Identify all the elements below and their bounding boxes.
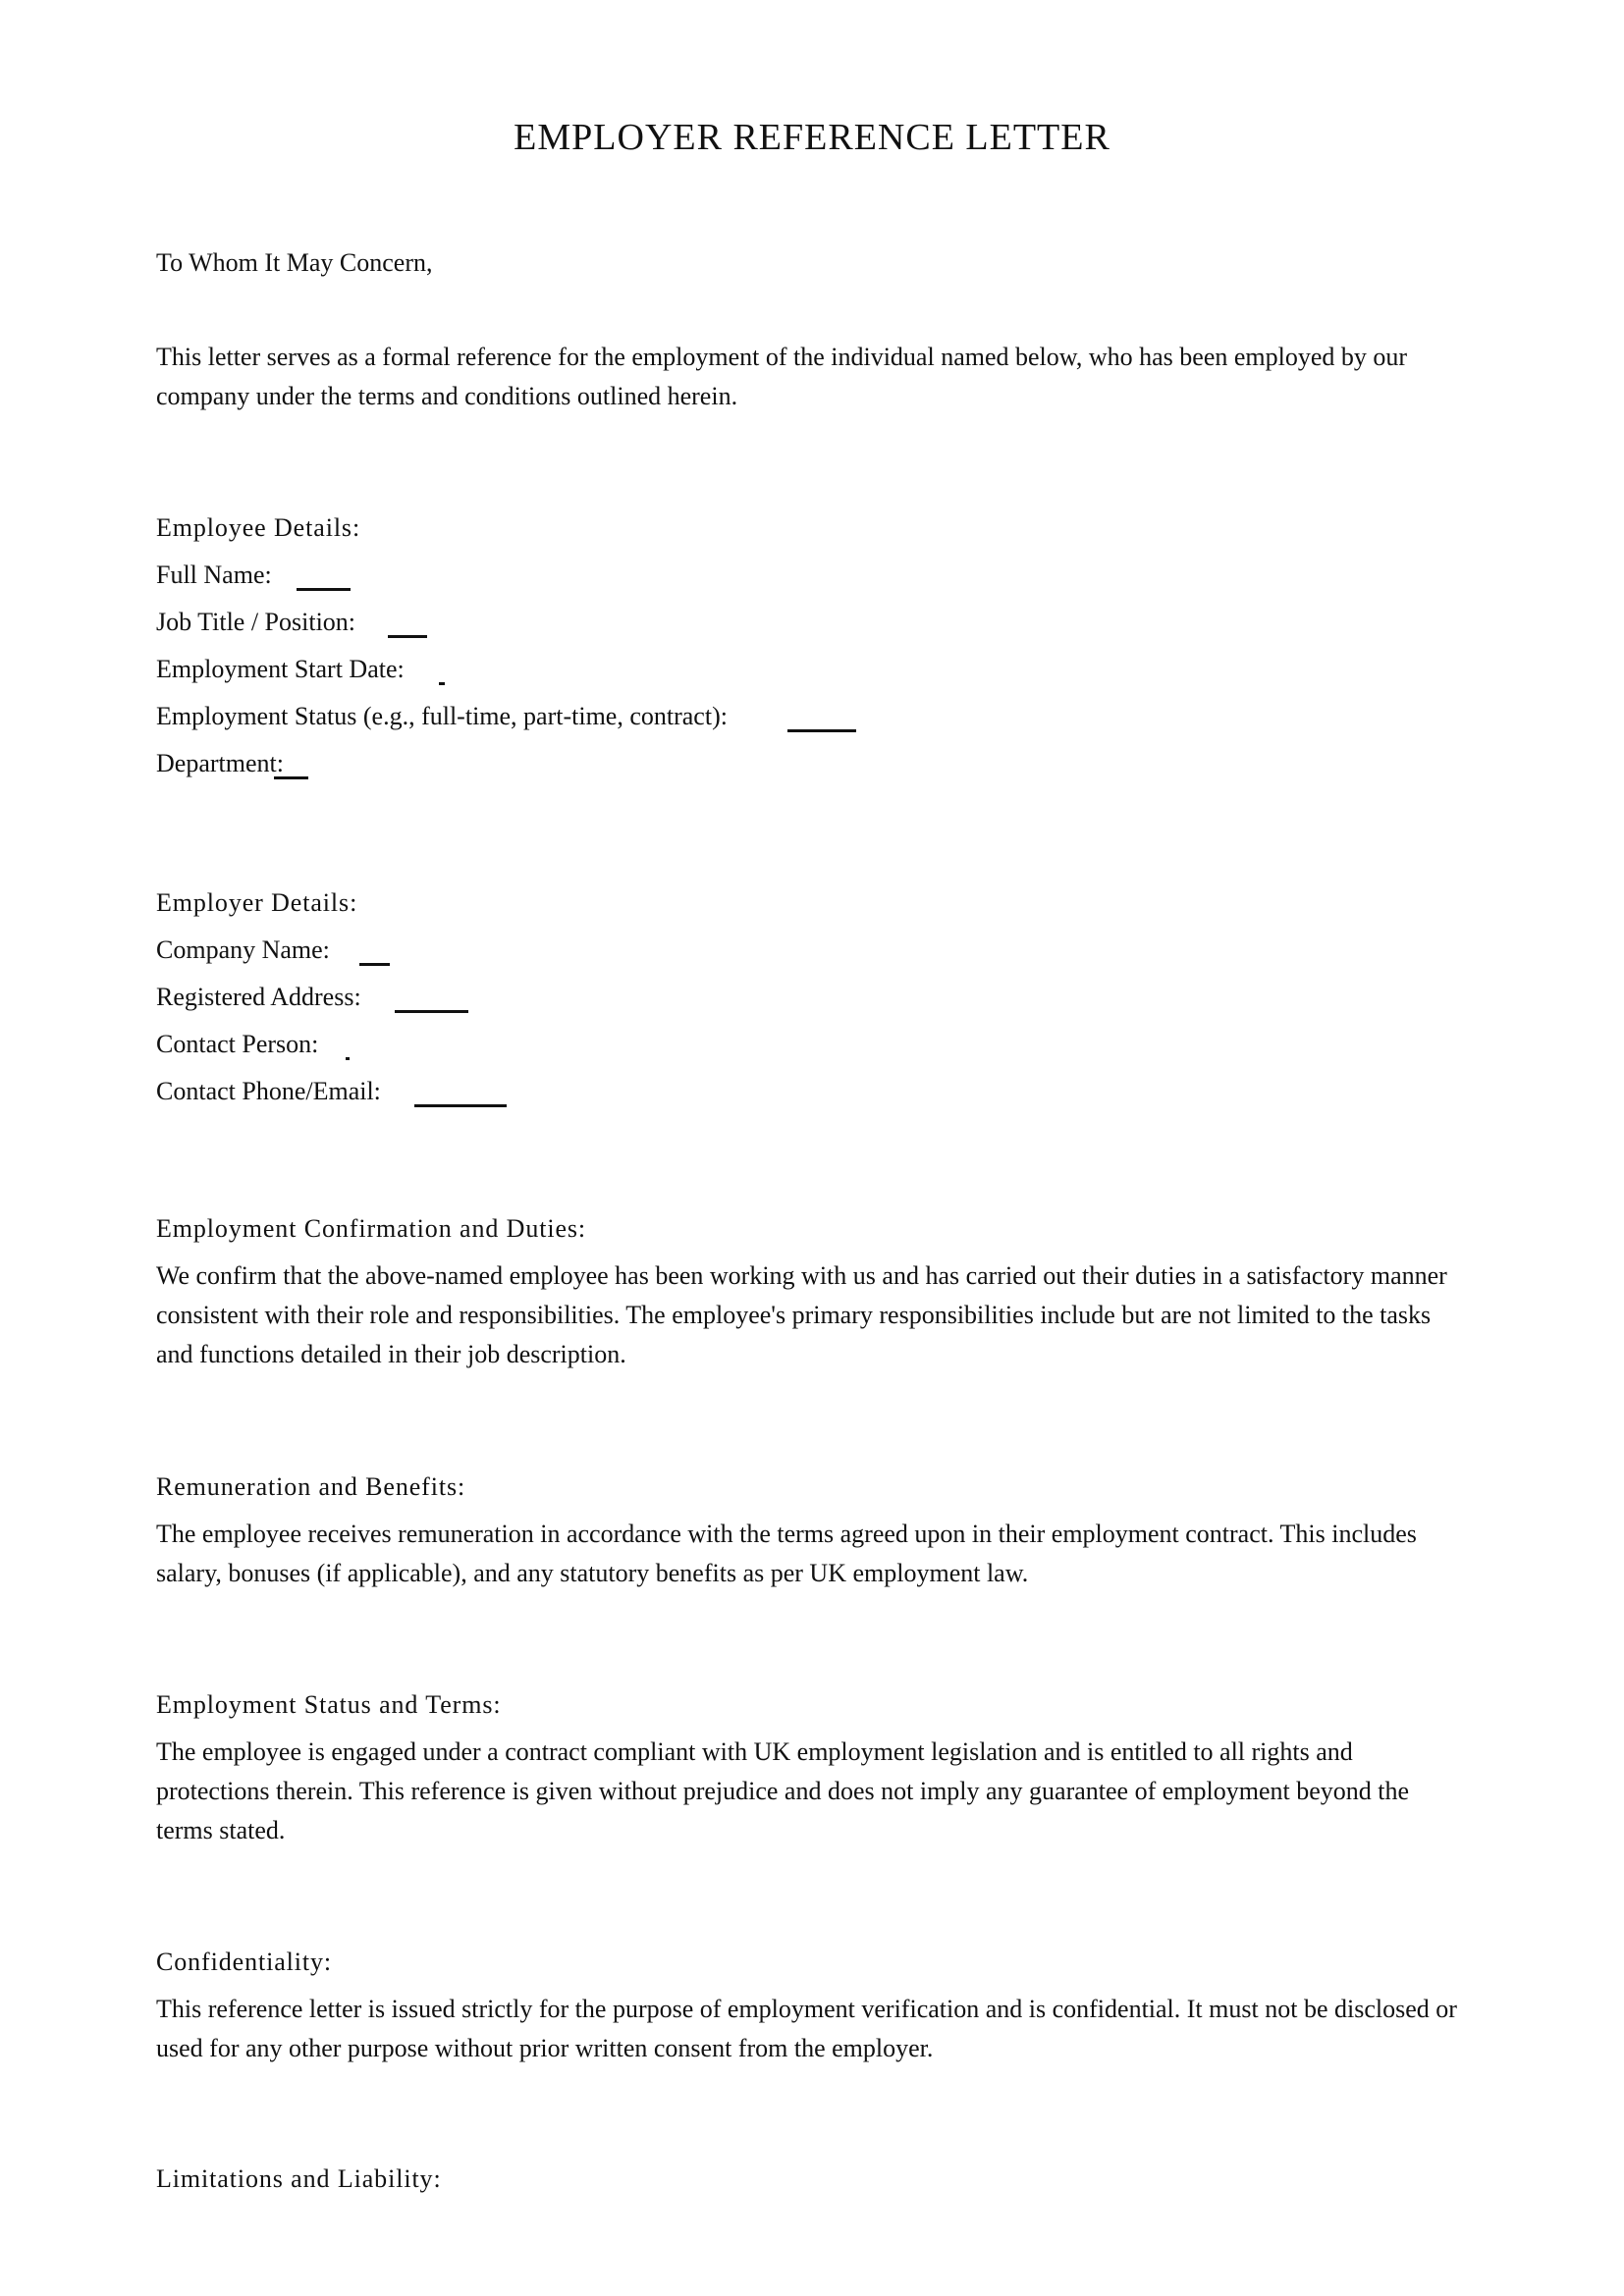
full-name-label: Full Name: [156,561,272,589]
section-heading-duties: Employment Confirmation and Duties: [156,1214,587,1243]
employment-status-field[interactable] [787,729,856,732]
employee-details-heading: Employee Details: [156,513,361,542]
full-name-field[interactable] [297,588,351,591]
section-heading-confidentiality: Confidentiality: [156,1948,333,1976]
company-name-label: Company Name: [156,935,330,964]
document-title: EMPLOYER REFERENCE LETTER [514,117,1110,158]
employment-status-label: Employment Status (e.g., full-time, part-time, contract): [156,702,728,730]
job-title-field[interactable] [388,635,427,638]
contact-person-label: Contact Person: [156,1030,319,1058]
intro-paragraph: This letter serves as a formal reference for the employment of the individual named below, who has been employed by our company under the terms and conditions outlined herein. [156,343,1408,410]
section-body-status-terms: The employee is engaged under a contract compliant with UK employment legislation and is entitled to all rights and protections therein. This reference is given without prejudice and does not imply any guarantee of employment beyond the terms stated. [156,1737,1410,1844]
contact-person-field[interactable] [346,1057,350,1060]
employer-details-heading: Employer Details: [156,888,358,917]
job-title-label: Job Title / Position: [156,608,356,636]
section-body-duties: We confirm that the above-named employee has been working with us and has carried out their duties in a satisfactory manner consistent with their role and responsibilities. The employee's primary responsibilities include but are not limited to the tasks and functions detailed in their job description. [156,1261,1447,1368]
registered-address-label: Registered Address: [156,983,361,1011]
section-body-remuneration: The employee receives remuneration in accordance with the terms agreed upon in their employment contract. This includes salary, bonuses (if applicable), and any statutory benefits as per UK employment law. [156,1520,1417,1587]
salutation: To Whom It May Concern, [156,248,433,277]
registered-address-field[interactable] [395,1010,468,1013]
contact-phone-email-label: Contact Phone/Email: [156,1077,381,1105]
start-date-field[interactable] [439,682,445,685]
department-field[interactable] [274,776,308,779]
start-date-label: Employment Start Date: [156,655,405,683]
department-label: Department: [156,749,284,777]
contact-phone-email-field[interactable] [414,1104,507,1107]
section-heading-status-terms: Employment Status and Terms: [156,1690,502,1719]
company-name-field[interactable] [359,963,390,966]
section-heading-limitations: Limitations and Liability: [156,2164,442,2193]
section-body-confidentiality: This reference letter is issued strictly for the purpose of employment verification and is confidential. It must not be disclosed or used for any other purpose without prior written consent from the employer. [156,1995,1457,2062]
section-heading-remuneration: Remuneration and Benefits: [156,1472,466,1501]
